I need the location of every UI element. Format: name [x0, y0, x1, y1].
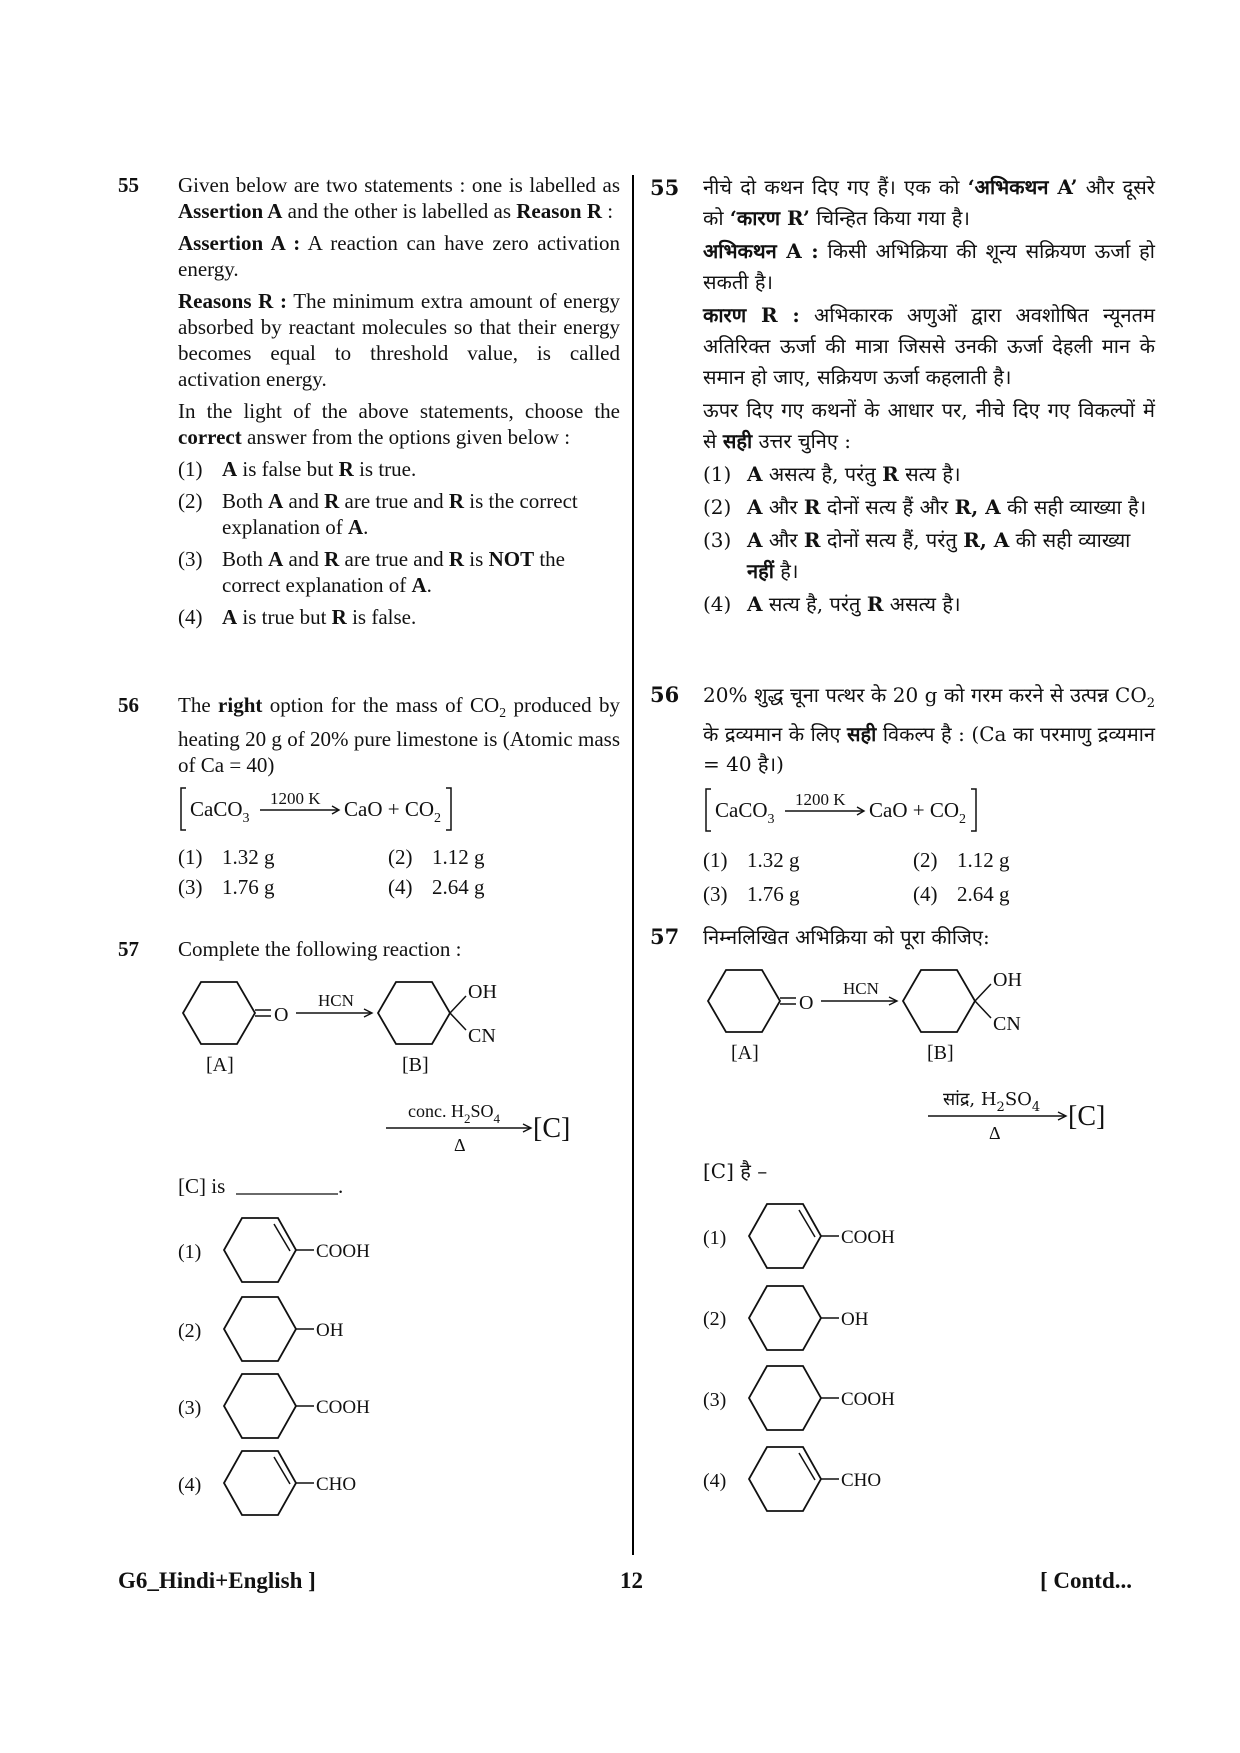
- svg-text:HCN: HCN: [843, 979, 879, 998]
- svg-text:COOH: COOH: [841, 1389, 895, 1410]
- q56-options: [178, 844, 620, 900]
- option-1: (1): [703, 1227, 727, 1249]
- svg-text:CHO: CHO: [841, 1470, 882, 1491]
- svg-text:HCN: HCN: [318, 991, 354, 1010]
- cyclohexane-ring: [224, 1297, 296, 1361]
- cyanohydrin-structure: [903, 969, 1022, 1064]
- svg-text:COOH: COOH: [316, 1241, 370, 1262]
- svg-text:[C] है –: [C] है –: [703, 1159, 768, 1183]
- svg-text:OH: OH: [316, 1320, 344, 1341]
- question-number: 56: [118, 693, 139, 717]
- svg-text:1200 K: 1200 K: [795, 790, 846, 809]
- svg-text:Δ: Δ: [989, 1123, 1001, 1143]
- svg-text:conc. H2SO4: conc. $H_2SO_4$: [408, 1101, 500, 1126]
- option-3: (3) A और R दोनों सत्य हैं, परंतु R, A की सही व्याख्या नहीं है।: [703, 528, 1131, 583]
- cyclohexanone-structure: [708, 970, 813, 1064]
- option-2: (2): [703, 1308, 727, 1330]
- svg-text:CHO: CHO: [316, 1474, 357, 1495]
- question-number: 55: [650, 175, 680, 200]
- cyclohexane-ring: [224, 1374, 296, 1438]
- calcination-equation: [178, 784, 478, 836]
- q55-reason: कारण R : अभिकारक अणुओं द्वारा अवशोषित न्यूनतम अतिरिक्त ऊर्जा की मात्रा जिससे उनकी ऊर्जा देहली मान के समान हो जाए, सक्रियण ऊर्जा कहलाती है।: [703, 303, 1155, 389]
- option-3: (3): [178, 1397, 202, 1419]
- q55-instruction: In the light of the above statements, choose the correct answer from the options given below :: [178, 399, 620, 449]
- option-1: (1): [178, 1241, 202, 1263]
- svg-text:CaCO3: CaCO$_3$: [715, 798, 775, 827]
- cyclohexene-ring: [224, 1218, 296, 1282]
- option-1: (1) 1.32 g: [178, 845, 275, 869]
- cyclohexane-ring: [749, 1366, 821, 1430]
- question-number: 57: [650, 924, 680, 949]
- option-4: (4): [703, 1470, 727, 1492]
- question-number: 56: [650, 682, 680, 707]
- option-3: (3) Both A and R are true and R is NOT the correct explanation of A.: [178, 547, 565, 597]
- option-1: (1) 1.32 g: [703, 848, 800, 872]
- svg-text:COOH: COOH: [841, 1227, 895, 1248]
- q55-intro: Given below are two statements : one is labelled as Assertion A and the other is labelled as Reason R :: [178, 173, 620, 223]
- svg-text:O: O: [274, 1004, 289, 1026]
- svg-text:.: .: [338, 1174, 344, 1198]
- option-4: (4): [178, 1474, 202, 1496]
- cyclohexene-ring: [749, 1204, 821, 1268]
- svg-text:COOH: COOH: [316, 1397, 370, 1418]
- svg-text:CaO + CO2: CaO + $CO_2$: [344, 797, 442, 826]
- continued-note: [ Contd...: [1040, 1568, 1133, 1593]
- option-4: (4) A सत्य है, परंतु R असत्य है।: [703, 592, 961, 616]
- cyclohexene-ring: [749, 1447, 821, 1511]
- option-4: (4) A is true but R is false.: [178, 605, 417, 629]
- cyclohexane-ring: [749, 1286, 821, 1350]
- svg-text:[C]: [C]: [1068, 1101, 1106, 1132]
- q57-text: निम्नलिखित अभिक्रिया को पूरा कीजिए:: [703, 925, 990, 949]
- q55-assertion: Assertion A : A reaction can have zero activation energy.: [178, 231, 620, 281]
- svg-text:सांद्र, H2SO4: सांद्र, $H_2SO_4$: [943, 1089, 1041, 1115]
- page-number: 12: [620, 1568, 643, 1593]
- q56-text: The right option for the mass of $CO_2$ produced by heating 20 g of 20% pure limestone is (Atomic mass of Ca = 40): [178, 693, 620, 777]
- svg-text:CN: CN: [468, 1025, 496, 1047]
- question-number: 57: [118, 937, 139, 961]
- svg-text:OH: OH: [468, 981, 497, 1003]
- option-1: (1) A असत्य है, परंतु R सत्य है।: [703, 462, 961, 486]
- column-divider: [632, 175, 634, 1555]
- q55-intro: नीचे दो कथन दिए गए हैं। एक को ‘अभिकथन A’ और दूसरे को ‘कारण R’ चिन्हित किया गया है।: [703, 175, 1155, 230]
- option-2: (2) 1.12 g: [913, 848, 1010, 872]
- svg-text:[C] is: [C] is: [178, 1174, 226, 1198]
- q57-reaction-scheme: [703, 956, 1145, 1616]
- option-2: (2): [178, 1320, 202, 1342]
- svg-text:[A]: [A]: [206, 1054, 234, 1076]
- q55-instruction: ऊपर दिए गए कथनों के आधार पर, नीचे दिए गए विकल्पों में से सही उत्तर चुनिए :: [703, 398, 1155, 453]
- svg-text:[B]: [B]: [927, 1042, 954, 1064]
- svg-text:1200 K: 1200 K: [270, 789, 321, 808]
- svg-text:CaO + CO2: CaO + $CO_2$: [869, 798, 967, 827]
- cyclohexanone-structure: [183, 982, 288, 1076]
- question-number: 55: [118, 173, 139, 197]
- svg-text:CN: CN: [993, 1013, 1021, 1035]
- svg-text:Δ: Δ: [454, 1135, 466, 1155]
- q57-reaction-scheme: [178, 968, 620, 1628]
- option-3: (3) 1.76 g: [703, 882, 800, 906]
- option-4: (4) 2.64 g: [913, 882, 1010, 906]
- q55-assertion: अभिकथन A : किसी अभिक्रिया की शून्य सक्रियण ऊर्जा हो सकती है।: [703, 239, 1155, 294]
- svg-text:O: O: [799, 992, 814, 1014]
- svg-text:[C]: [C]: [533, 1113, 571, 1144]
- svg-text:[A]: [A]: [731, 1042, 759, 1064]
- option-2: (2) A और R दोनों सत्य हैं और R, A की सही व्याख्या है।: [703, 495, 1147, 519]
- option-1: (1) A is false but R is true.: [178, 457, 417, 481]
- svg-text:[B]: [B]: [402, 1054, 429, 1076]
- calcination-equation: [703, 785, 1003, 837]
- q55-reason: Reasons R : The minimum extra amount of energy absorbed by reactant molecules so that their energy becomes equal to threshold value, is called activation energy.: [178, 289, 620, 391]
- option-3: (3) 1.76 g: [178, 875, 275, 899]
- option-4: (4) 2.64 g: [388, 875, 485, 899]
- svg-text:OH: OH: [993, 969, 1022, 991]
- q56-text: 20% शुद्ध चूना पत्थर के 20 g को गरम करने से उत्पन्न $CO_2$ के द्रव्यमान के लिए सही विकल्प है : (Ca का परमाणु द्रव्यमान = 40 है।): [703, 683, 1155, 776]
- svg-text:OH: OH: [841, 1309, 869, 1330]
- option-2: (2) Both A and R are true and R is the correct explanation of A.: [178, 489, 578, 539]
- q56-options: [703, 845, 1155, 909]
- q57-text: Complete the following reaction :: [178, 937, 462, 961]
- option-2: (2) 1.12 g: [388, 845, 485, 869]
- paper-code: G6_Hindi+English ]: [118, 1568, 316, 1593]
- cyclohexene-ring: [224, 1451, 296, 1515]
- option-3: (3): [703, 1389, 727, 1411]
- svg-text:CaCO3: CaCO$_3$: [190, 797, 250, 826]
- cyanohydrin-structure: [378, 981, 497, 1076]
